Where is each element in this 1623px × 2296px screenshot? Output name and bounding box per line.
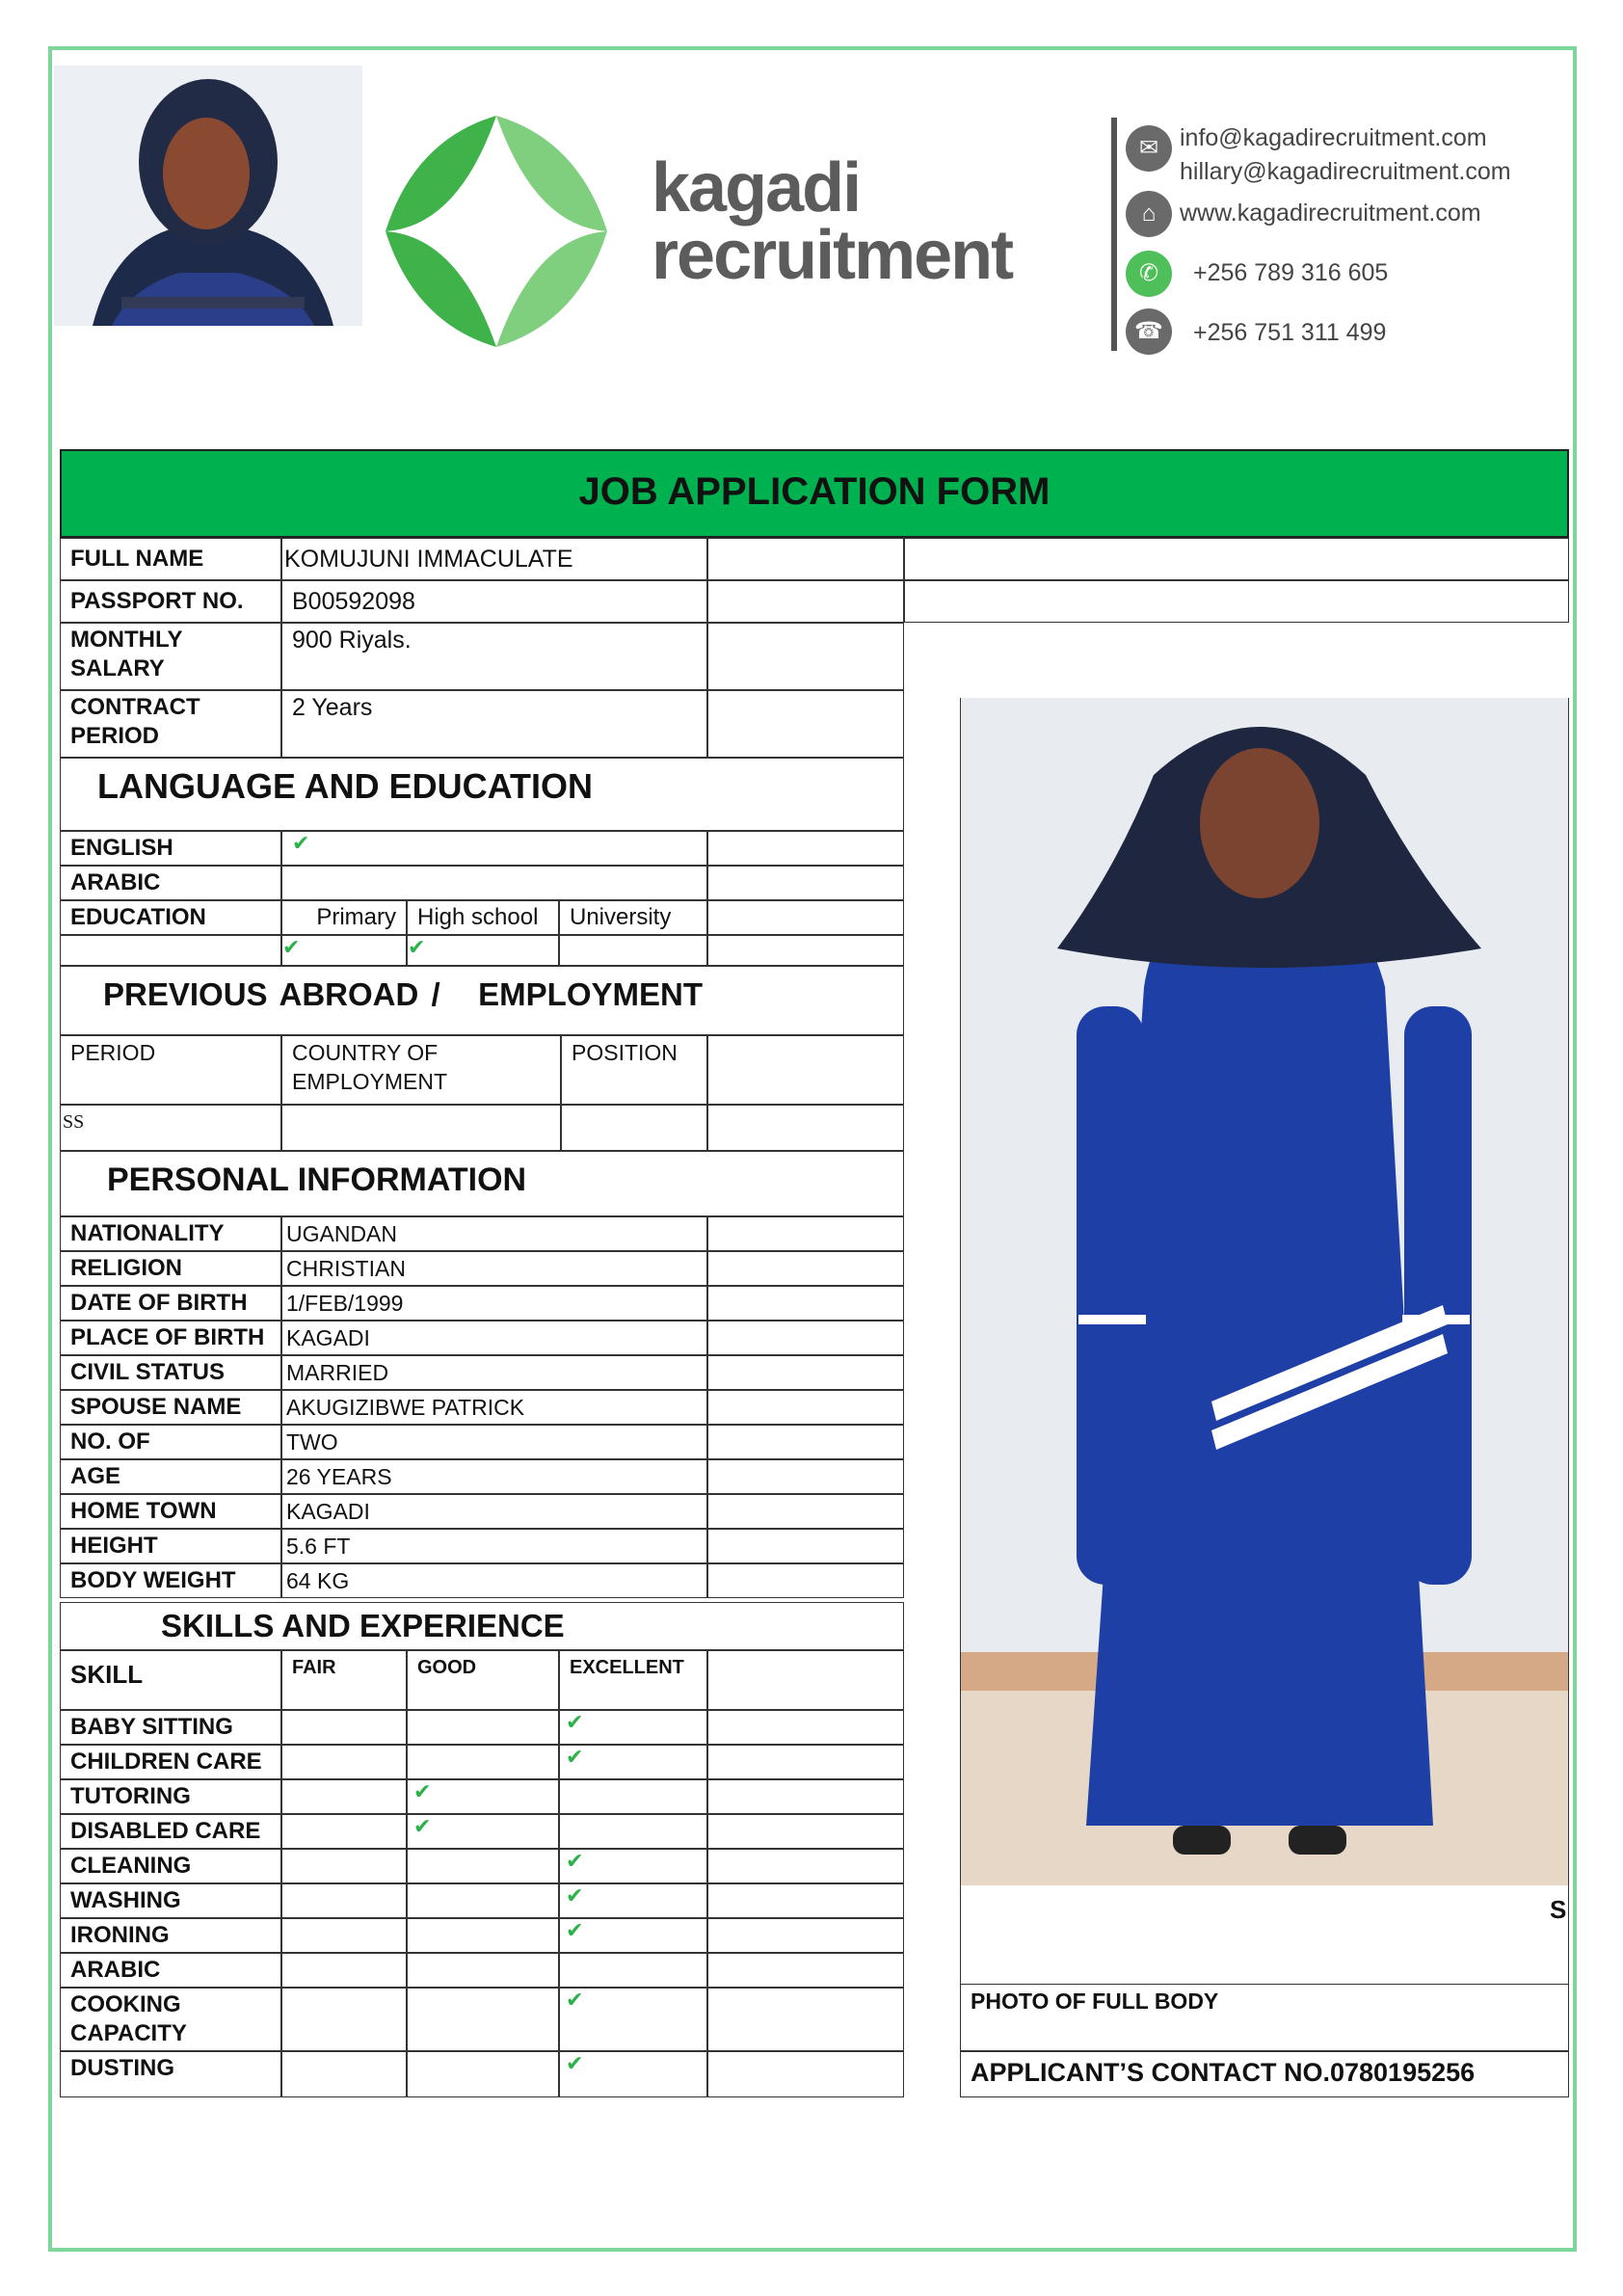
previous-employment-title [60,966,904,1035]
empty-cell [707,1286,904,1321]
baby-sitting-label: BABY SITTING [60,1710,281,1745]
spouse-name-value: AKUGIZIBWE PATRICK [281,1390,707,1425]
spouse-name-label: SPOUSE NAME [60,1390,281,1425]
empty-cell [559,1814,707,1849]
children-care-label: CHILDREN CARE [60,1745,281,1779]
date-of-birth-value: 1/FEB/1999 [281,1286,707,1321]
place-of-birth-value: KAGADI [281,1321,707,1355]
empty-cell [281,1918,407,1953]
age-label: AGE [60,1459,281,1494]
empty-cell [707,1105,904,1151]
contact-divider [1111,118,1117,351]
empty-cell [707,1425,904,1459]
empty-cell [707,900,904,935]
empty-cell [60,935,281,966]
home-town-value: KAGADI [281,1494,707,1529]
empty-cell [904,580,1569,623]
previous-title-part-1: PREVIOUS ABROAD / [103,976,440,1012]
body-weight-label: BODY WEIGHT [60,1563,281,1598]
full-name-value: KOMUJUNI IMMACULATE [281,538,707,580]
empty-cell [281,1745,407,1779]
applicant-portrait-photo [54,66,362,326]
education-high-school: High school [407,900,559,935]
arabic-label: ARABIC [60,866,281,900]
empty-cell [281,2051,407,2097]
english-label: ENGLISH [60,831,281,866]
cleaning-label: CLEANING [60,1849,281,1883]
education-university: University [559,900,707,935]
brand-line-1: kagadi [652,149,861,227]
phone-number[interactable]: +256 751 311 499 [1193,319,1387,346]
arabic-cooking-label: ARABIC [60,1953,281,1988]
civil-status-label: CIVIL STATUS [60,1355,281,1390]
children-care-excellent-check-icon: ✔ [559,1745,707,1779]
phone-icon: ☎ [1126,308,1172,355]
job-application-form [60,449,1569,2103]
home-town-label: HOME TOWN [60,1494,281,1529]
excellent-header: EXCELLENT [559,1650,707,1710]
previous-title-part-2: EMPLOYMENT [478,976,704,1012]
height-label: HEIGHT [60,1529,281,1563]
empty-cell [559,1779,707,1814]
arabic-check-cell [281,866,707,900]
email-2[interactable]: hillary@kagadirecruitment.com [1180,158,1511,185]
empty-cell [707,623,904,690]
empty-cell [407,1953,559,1988]
cooking-capacity-excellent-check-icon: ✔ [559,1988,707,2051]
university-check-cell [559,935,707,966]
good-header: GOOD [407,1650,559,1710]
religion-label: RELIGION [60,1251,281,1286]
empty-cell [707,1563,904,1598]
salary-label: MONTHLY SALARY [60,623,281,690]
empty-cell [407,1849,559,1883]
place-of-birth-label: PLACE OF BIRTH [60,1321,281,1355]
education-label: EDUCATION [60,900,281,935]
empty-cell [707,1988,904,2051]
passport-label: PASSPORT NO. [60,580,281,623]
empty-cell [707,1216,904,1251]
website-link[interactable]: www.kagadirecruitment.com [1180,200,1481,227]
period-header: PERIOD [60,1035,281,1105]
baby-sitting-excellent-check-icon: ✔ [559,1710,707,1745]
ironing-excellent-check-icon: ✔ [559,1918,707,1953]
empty-cell [407,1745,559,1779]
empty-cell [407,2051,559,2097]
empty-cell [559,1953,707,1988]
language-section-title: LANGUAGE AND EDUCATION [60,758,904,831]
no-of-children-value: TWO [281,1425,707,1459]
email-1[interactable]: info@kagadirecruitment.com [1180,124,1487,151]
photo-caption: PHOTO OF FULL BODY [960,1984,1569,2051]
brand-line-2: recruitment [652,217,1013,294]
position-header: POSITION [561,1035,707,1105]
empty-cell [707,690,904,758]
empty-cell [707,1710,904,1745]
empty-cell [904,538,1569,580]
ironing-label: IRONING [60,1918,281,1953]
civil-status-value: MARRIED [281,1355,707,1390]
no-of-children-label: NO. OF [60,1425,281,1459]
tutoring-good-check-icon: ✔ [407,1779,559,1814]
high-school-check-icon: ✔ [407,935,559,966]
empty-cell [281,1849,407,1883]
empty-cell [281,1710,407,1745]
empty-cell [407,1918,559,1953]
salary-value: 900 Riyals. [281,623,707,690]
empty-cell [707,1035,904,1105]
body-weight-value: 64 KG [281,1563,707,1598]
applicant-contact: APPLICANT’S CONTACT NO.0780195256 [960,2051,1569,2097]
empty-cell [707,1779,904,1814]
personal-information-title: PERSONAL INFORMATION [60,1151,904,1216]
whatsapp-icon: ✆ [1126,251,1172,297]
tutoring-label: TUTORING [60,1779,281,1814]
date-of-birth-label: DATE OF BIRTH [60,1286,281,1321]
skill-header: SKILL [60,1650,281,1710]
contract-value: 2 Years [281,690,707,758]
primary-check-icon: ✔ [281,935,407,966]
empty-cell [407,1710,559,1745]
empty-cell [707,580,904,623]
empty-cell [707,1355,904,1390]
empty-cell [707,1321,904,1355]
full-body-photo [960,698,1569,1885]
empty-cell [707,1849,904,1883]
fair-header: FAIR [281,1650,407,1710]
empty-cell [707,1529,904,1563]
empty-cell [707,1918,904,1953]
english-check-icon: ✔ [281,831,707,866]
brand-name [652,149,1013,294]
home-icon: ⌂ [1126,191,1172,237]
washing-label: WASHING [60,1883,281,1918]
religion-value: CHRISTIAN [281,1251,707,1286]
cleaning-excellent-check-icon: ✔ [559,1849,707,1883]
empty-cell [707,1814,904,1849]
empty-cell [707,1390,904,1425]
country-value [281,1105,561,1151]
empty-cell [407,1883,559,1918]
envelope-icon: ✉ [1126,125,1172,172]
form-title: JOB APPLICATION FORM [60,449,1569,538]
full-name-label: FULL NAME [60,538,281,580]
dusting-excellent-check-icon: ✔ [559,2051,707,2097]
empty-cell [281,1953,407,1988]
whatsapp-number[interactable]: +256 789 316 605 [1193,259,1389,286]
empty-cell [707,538,904,580]
empty-cell [707,1650,904,1710]
empty-cell [407,1988,559,2051]
position-value [561,1105,707,1151]
height-value: 5.6 FT [281,1529,707,1563]
empty-cell [707,1745,904,1779]
empty-cell [707,831,904,866]
empty-cell [281,1988,407,2051]
empty-cell [707,1494,904,1529]
empty-cell [707,1883,904,1918]
empty-cell [707,1459,904,1494]
age-value: 26 YEARS [281,1459,707,1494]
kagadi-logo-icon [376,111,617,352]
nationality-value: UGANDAN [281,1216,707,1251]
cooking-capacity-label: COOKING CAPACITY [60,1988,281,2051]
disabled-care-good-check-icon: ✔ [407,1814,559,1849]
empty-cell [707,935,904,966]
nationality-label: NATIONALITY [60,1216,281,1251]
empty-cell [281,1779,407,1814]
empty-cell [707,866,904,900]
empty-cell [707,1953,904,1988]
empty-cell [707,1251,904,1286]
education-primary: Primary [281,900,407,935]
period-value: SS [60,1105,281,1151]
skills-section-title: SKILLS AND EXPERIENCE [60,1602,904,1650]
empty-cell [281,1814,407,1849]
stray-letter: S [1550,1895,1567,1924]
disabled-care-label: DISABLED CARE [60,1814,281,1849]
contract-label: CONTRACT PERIOD [60,690,281,758]
country-header: COUNTRY OF EMPLOYMENT [281,1035,561,1105]
empty-cell [960,1885,1569,1984]
empty-cell [281,1883,407,1918]
washing-excellent-check-icon: ✔ [559,1883,707,1918]
passport-value: B00592098 [281,580,707,623]
dusting-label: DUSTING [60,2051,281,2097]
empty-cell [707,2051,904,2097]
